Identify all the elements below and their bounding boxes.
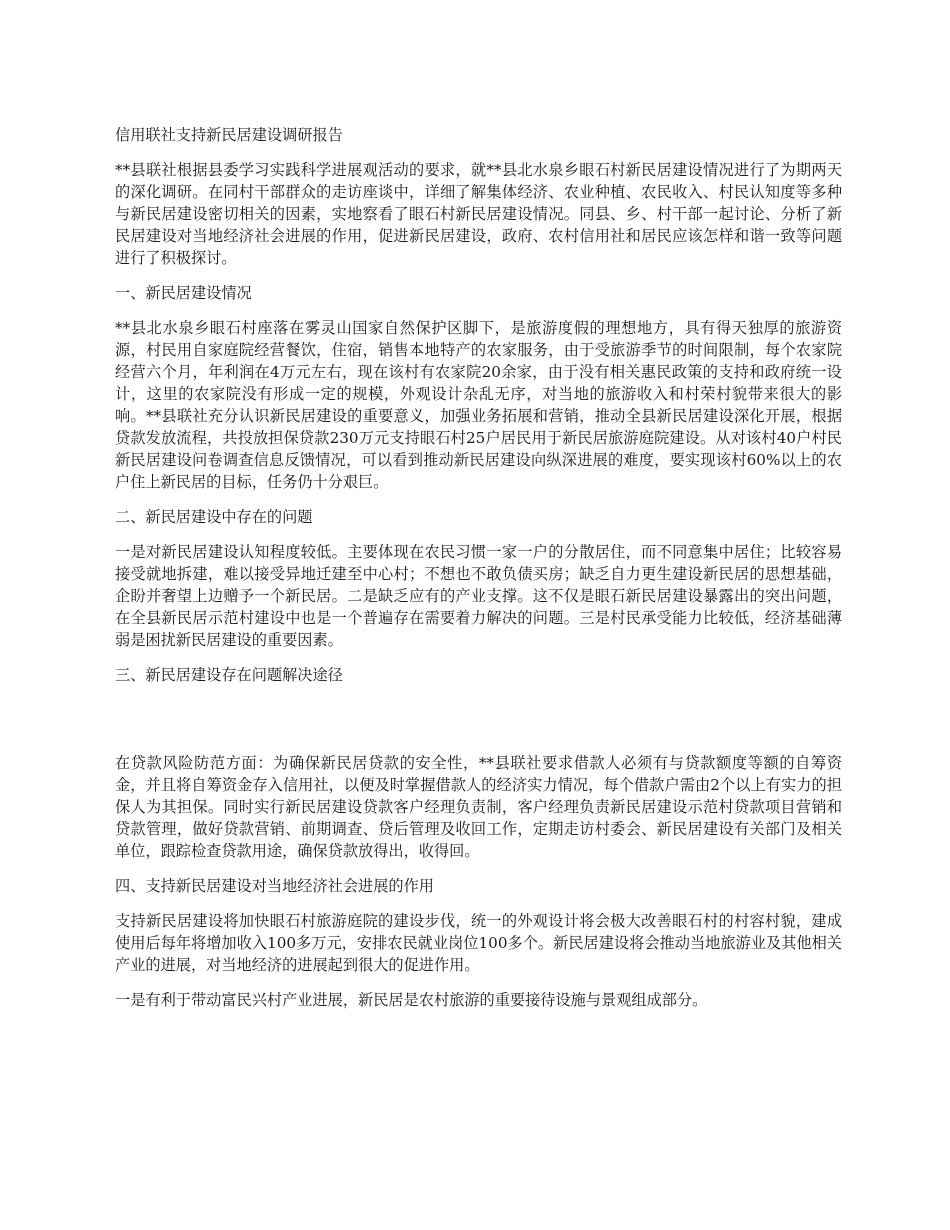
section-4-paragraph: 支持新民居建设将加快眼石村旅游庭院的建设步伐，统一的外观设计将会极大改善眼石村的村容村貌，建成使用后每年将增加收入100多万元，安排农民就业岗位100多个。新民居建设将会推动当地旅游业及其他相关产业的进展，对当地经济的进展起到很大的促进作用。 [115, 912, 842, 974]
section-2-paragraph: 一是对新民居建设认知程度较低。主要体现在农民习惯一家一户的分散居住，而不同意集中居住；比较容易接受就地拆建，难以接受异地迁建至中心村；不想也不敢负债买房；缺乏自力更生建设新民居的思想基础，企盼并奢望上边赠予一个新民居。二是缺乏应有的产业支撑。这不仅是眼石新民居建设暴露出的突出问题，在全县新民居示范村建设中也是一个普遍存在需要着力解决的问题。三是村民承受能力比较低，经济基础薄弱是困扰新民居建设的重要因素。 [115, 543, 842, 649]
section-4-point-1: 一是有利于带动富民兴村产业进展，新民居是农村旅游的重要接待设施与景观组成部分。 [115, 991, 708, 1009]
document-title: 信用联社支持新民居建设调研报告 [115, 126, 343, 144]
section-3-paragraph: 在贷款风险防范方面：为确保新民居贷款的安全性，**县联社要求借款人必须有与贷款额度等额的自筹资金，并且将自筹资金存入信用社，以便及时掌握借款人的经济实力情况，每个借款户需由2个以上有实力的担保人为其担保。同时实行新民居建设贷款客户经理负责制，客户经理负责新民居建设示范村贷款项目营销和贷款管理，做好贷款营销、前期调查、贷后管理及收回工作，定期走访村委会、新民居建设有关部门及相关单位，跟踪检查贷款用途，确保贷款放得出，收得回。 [115, 754, 842, 860]
section-1-heading: 一、新民居建设情况 [115, 284, 252, 302]
document-page [115, 124, 842, 1024]
section-3-heading: 三、新民居建设存在问题解决途径 [115, 666, 343, 684]
section-4-heading: 四、支持新民居建设对当地经济社会进展的作用 [115, 877, 434, 895]
intro-paragraph: **县联社根据县委学习实践科学进展观活动的要求，就**县北水泉乡眼石村新民居建设情况进行了为期两天的深化调研。在同村干部群众的走访座谈中，详细了解集体经济、农业种植、农民收入、村民认知度等多种与新民居建设密切相关的因素，实地察看了眼石村新民居建设情况。同县、乡、村干部一起讨论、分析了新民居建设对当地经济社会进展的作用，促进新民居建设，政府、农村信用社和居民应该怎样和谐一致等问题进行了积极探讨。 [115, 161, 842, 267]
blank-space [115, 699, 842, 752]
section-2-heading: 二、新民居建设中存在的问题 [115, 508, 313, 526]
section-1-paragraph: **县北水泉乡眼石村座落在雾灵山国家自然保护区脚下，是旅游度假的理想地方，具有得天独厚的旅游资源，村民用自家庭院经营餐饮，住宿，销售本地特产的农家服务，由于受旅游季节的时间限制，每个农家院经营六个月，年利润在4万元左右，现在该村有农家院20余家，由于没有相关惠民政策的支持和政府统一设计，这里的农家院没有形成一定的规模，外观设计杂乱无序，对当地的旅游收入和村荣村貌带来很大的影响。**县联社充分认识新民居建设的重要意义，加强业务拓展和营销，推动全县新民居建设深化开展，根据贷款发放流程，共投放担保贷款230万元支持眼石村25户居民用于新民居旅游庭院建设。从对该村40户村民新民居建设问卷调查信息反馈情况，可以看到推动新民居建设向纵深进展的难度，要实现该村60%以上的农户住上新民居的目标，任务仍十分艰巨。 [115, 319, 842, 491]
